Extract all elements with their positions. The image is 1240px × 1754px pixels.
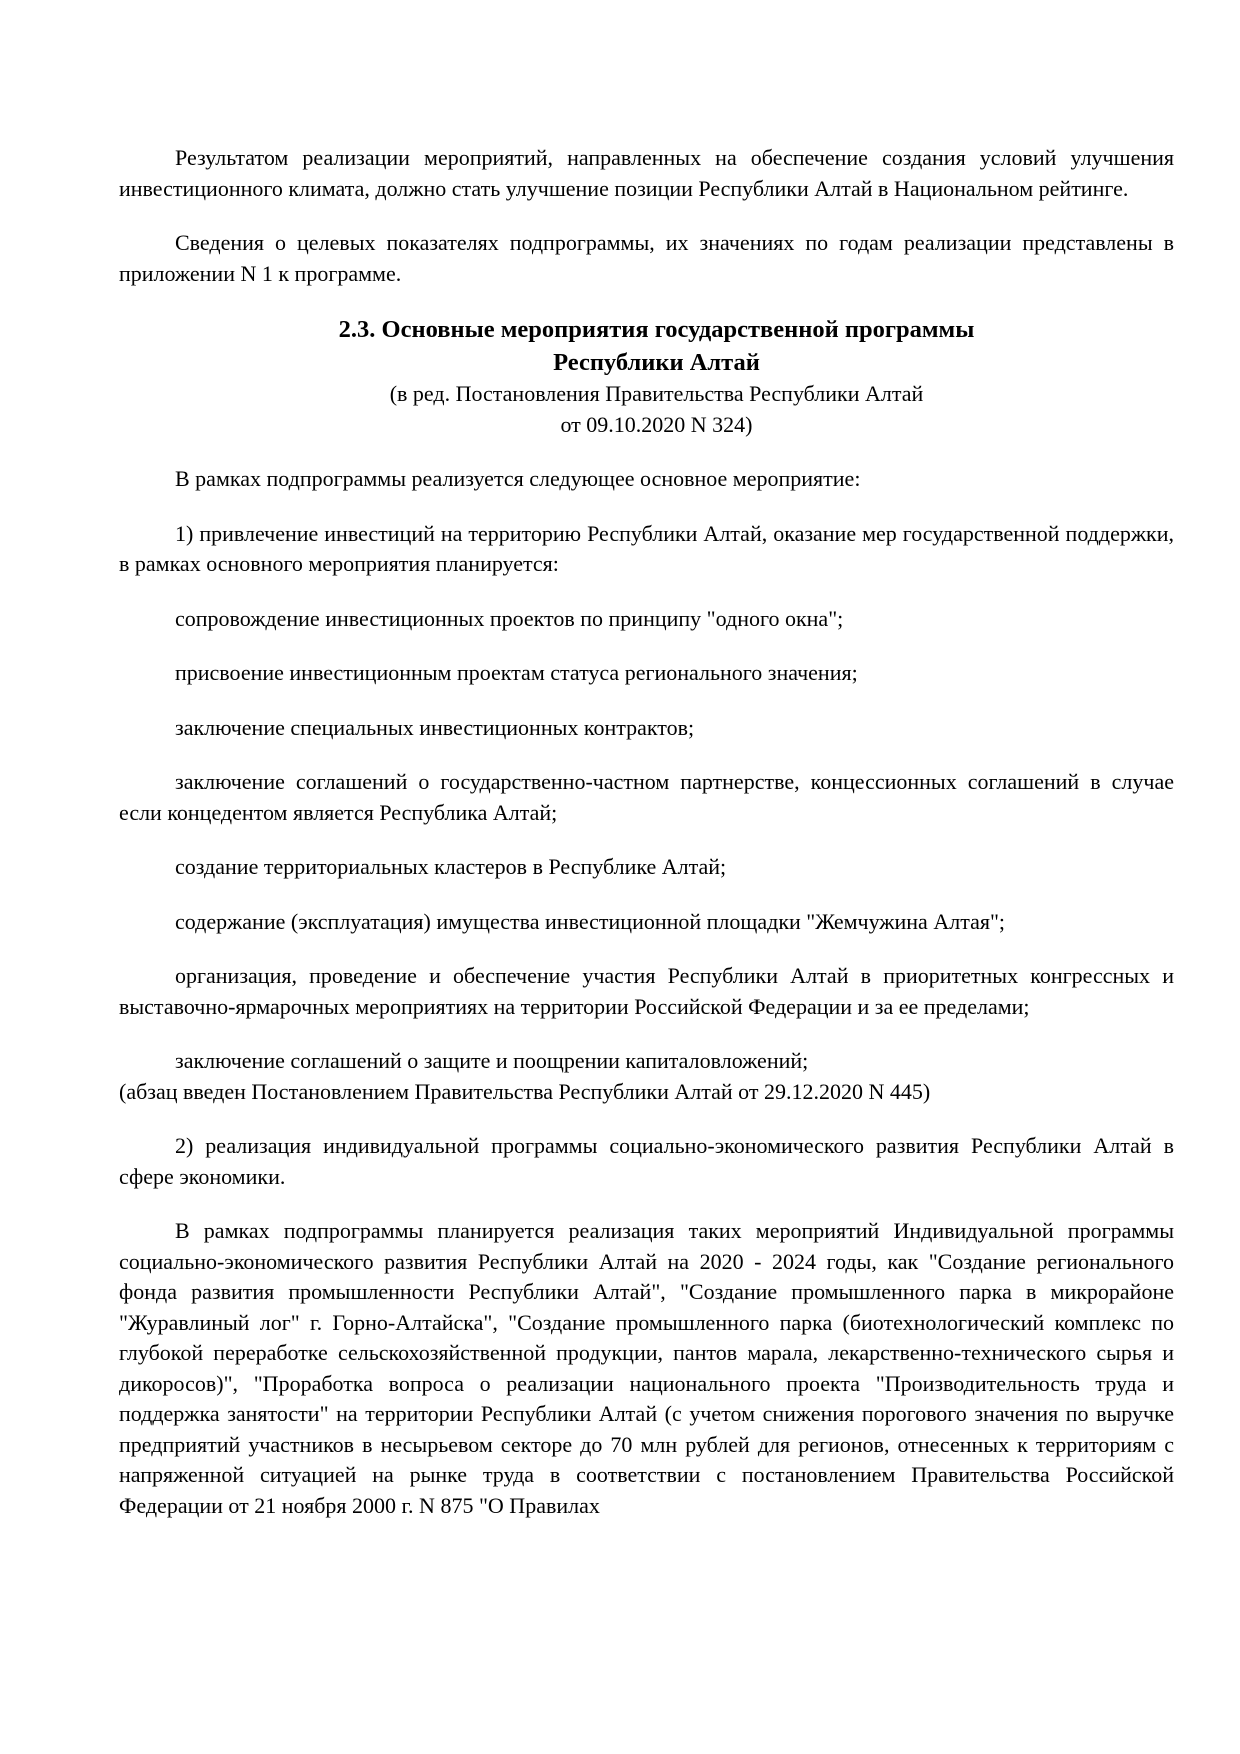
section-title — [119, 313, 1174, 379]
activity-item: организация, проведение и обеспечение участия Республики Алтай в приоритетных конгрессных и выставочно-ярмарочных мероприятиях на территории Российской Федерации и за ее пределами; — [119, 963, 1174, 1019]
activity-item: создание территориальных кластеров в Республике Алтай; — [175, 854, 727, 879]
activity-item: заключение специальных инвестиционных контрактов; — [175, 714, 695, 740]
paragraph-intro: В рамках подпрограммы реализуется следующее основное мероприятие: — [175, 466, 861, 491]
section-edit-note-line-1: (в ред. Постановления Правительства Республики Алтай — [389, 381, 924, 406]
amendment-note: (абзац введен Постановлением Правительства Республики Алтай от 29.12.2020 N 445) — [119, 1078, 931, 1104]
list-item-1: 1) привлечение инвестиций на территорию Республики Алтай, оказание мер государственной поддержки, в рамках основного мероприятия планируется: — [119, 520, 1174, 576]
section-title-line-1: 2.3. Основные мероприятия государственной программы — [338, 316, 975, 343]
activity-item: заключение соглашений о государственно-частном партнерстве, концессионных соглашений в случае если концедентом является Республика Алтай; — [119, 769, 1174, 825]
list-item-2: 2) реализация индивидуальной программы социально-экономического развития Республики Алтай в сфере экономики. — [119, 1133, 1174, 1189]
paragraph-indicators: Сведения о целевых показателях подпрограммы, их значениях по годам реализации представлены в приложении N 1 к программе. — [119, 230, 1174, 286]
section-title-line-2: Республики Алтай — [553, 349, 760, 376]
document-page — [119, 143, 1174, 1545]
activity-item: присвоение инвестиционным проектам статуса регионального значения; — [175, 660, 858, 685]
section-edit-note — [119, 379, 1174, 440]
paragraph-result: Результатом реализации мероприятий, направленных на обеспечение создания условий улучшения инвестиционного климата, должно стать улучшение позиции Республики Алтай в Национальном рейтинге. — [119, 145, 1174, 201]
paragraph-final: В рамках подпрограммы планируется реализация таких мероприятий Индивидуальной программы социально-экономического развития Республики Алтай на 2020 - 2024 годы, как "Создание регионального фонда развития промышленности Республики Алтай", "Создание промышленного парка в микрорайоне "Журавлиный лог" г. Горно-Алтайска", "Создание промышленного парка (биотехнологический комплекс по глубокой переработке сельскохозяйственной продукции, пантов марала, лекарственно-технического сырья и дикоросов)", "Проработка вопроса о реализации национального проекта "Производительность труда и поддержка занятости" на территории Республики Алтай (с учетом снижения порогового значения по выручке предприятий участников в несырьевом секторе до 70 млн рублей для регионов, отнесенных к территориям с напряженной ситуацией на рынке труда в соответствии с постановлением Правительства Российской Федерации от 21 ноября 2000 г. N 875 "О Правилах — [119, 1218, 1174, 1518]
section-edit-note-line-2: от 09.10.2020 N 324) — [560, 411, 753, 437]
activity-item: содержание (эксплуатация) имущества инвестиционной площадки "Жемчужина Алтая"; — [175, 908, 1006, 934]
activity-item-last: заключение соглашений о защите и поощрении капиталовложений; — [175, 1048, 809, 1073]
activity-item: сопровождение инвестиционных проектов по принципу "одного окна"; — [175, 605, 844, 631]
